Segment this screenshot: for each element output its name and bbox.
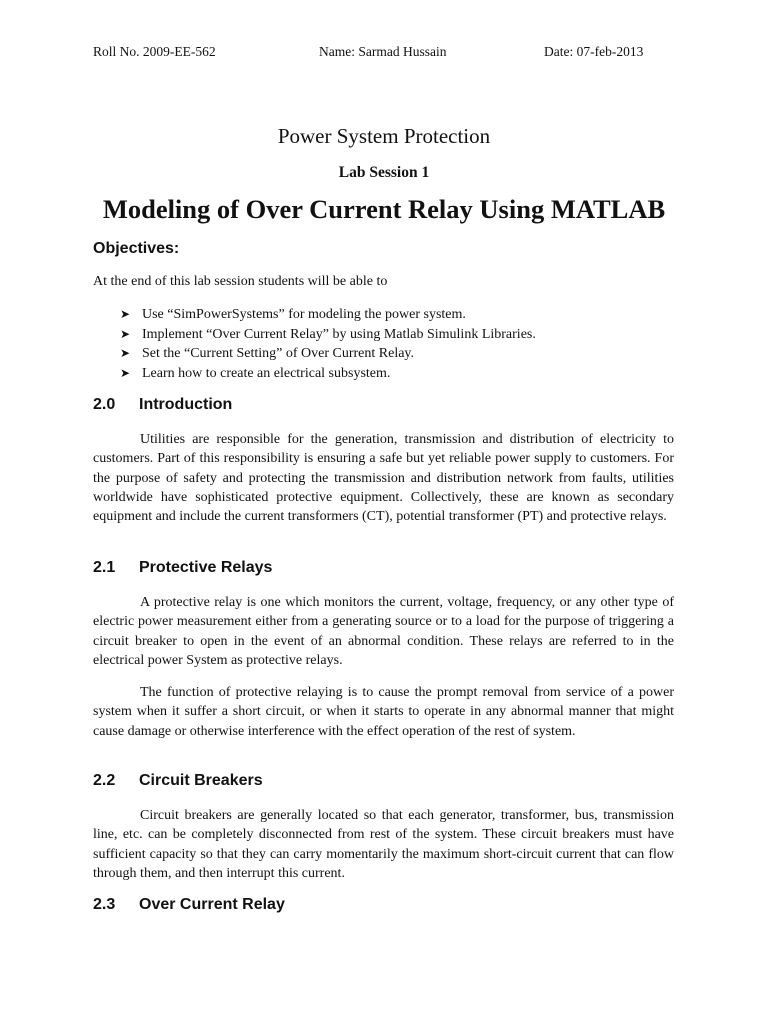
roll-number: Roll No. 2009-EE-562 bbox=[93, 44, 216, 59]
objectives-list bbox=[120, 305, 536, 383]
section-number: 2.3 bbox=[93, 896, 116, 913]
list-item bbox=[120, 305, 536, 325]
arrowhead-bullet-icon: ➤ bbox=[120, 307, 131, 321]
student-name: Name: Sarmad Hussain bbox=[319, 44, 447, 59]
introduction-paragraph: Utilities are responsible for the generation, transmission and distribution of electricity to customers. Part of this responsibility is ensuring a safe but yet reliable power supply to customers. For the purpose of safety and protecting the transmission and distribution network from faults, utilities worldwide have sophisticated protective equipment. Collectively, these are known as secondary equipment and include the current transformers (CT), potential transformer (PT) and protective relays. bbox=[93, 432, 674, 525]
objective-text: Use “SimPowerSystems” for modeling the power system. bbox=[142, 307, 466, 322]
section-title: Introduction bbox=[139, 396, 233, 413]
list-item bbox=[120, 364, 536, 384]
section-number: 2.2 bbox=[93, 772, 116, 789]
section-title: Over Current Relay bbox=[139, 896, 285, 913]
section-heading-over-current-relay bbox=[93, 896, 285, 914]
protective-relays-paragraph-1: A protective relay is one which monitors the current, voltage, frequency, or any other type of electric power measurement either from a generating source or to a load for the purpose of triggering a circuit breaker to open in the event of an abnormal condition. These relays are referred to in the electrical power System as protective relays. bbox=[93, 595, 674, 668]
objectives-heading: Objectives: bbox=[93, 240, 180, 257]
circuit-breakers-paragraph: Circuit breakers are generally located so that each generator, transformer, bus, transmission line, etc. can be completely disconnected from rest of the system. These circuit breakers must have sufficient capacity so that they can carry momentarily the maximum short-circuit current that can flow through them, and then interrupt this current. bbox=[93, 808, 674, 881]
list-item bbox=[120, 344, 536, 364]
objectives-intro: At the end of this lab session students will be able to bbox=[93, 274, 388, 289]
section-heading-protective-relays bbox=[93, 559, 272, 577]
objective-text: Implement “Over Current Relay” by using Matlab Simulink Libraries. bbox=[142, 326, 536, 342]
list-item bbox=[120, 325, 536, 345]
lab-date: Date: 07-feb-2013 bbox=[544, 44, 644, 59]
section-title: Circuit Breakers bbox=[139, 772, 263, 789]
objective-text: Set the “Current Setting” of Over Current Relay. bbox=[142, 346, 415, 361]
arrowhead-bullet-icon: ➤ bbox=[120, 346, 131, 360]
objective-text: Learn how to create an electrical subsystem. bbox=[142, 365, 391, 381]
section-heading-introduction bbox=[93, 396, 232, 414]
course-title: Power System Protection bbox=[277, 124, 491, 148]
arrowhead-bullet-icon: ➤ bbox=[120, 365, 131, 380]
session-title: Lab Session 1 bbox=[338, 164, 430, 181]
page-header bbox=[93, 44, 653, 62]
main-title: Modeling of Over Current Relay Using MATLAB bbox=[102, 194, 666, 224]
protective-relays-paragraph-2: The function of protective relaying is to cause the prompt removal from service of a power system when it suffer a short circuit, or when it starts to operate in any abnormal manner that might cause damage or otherwise interference with the effect operation of the rest of system. bbox=[93, 685, 674, 739]
section-number: 2.1 bbox=[93, 559, 116, 576]
arrowhead-bullet-icon: ➤ bbox=[120, 326, 131, 341]
section-heading-circuit-breakers bbox=[93, 772, 263, 790]
section-title: Protective Relays bbox=[139, 559, 273, 576]
section-number: 2.0 bbox=[93, 396, 116, 413]
